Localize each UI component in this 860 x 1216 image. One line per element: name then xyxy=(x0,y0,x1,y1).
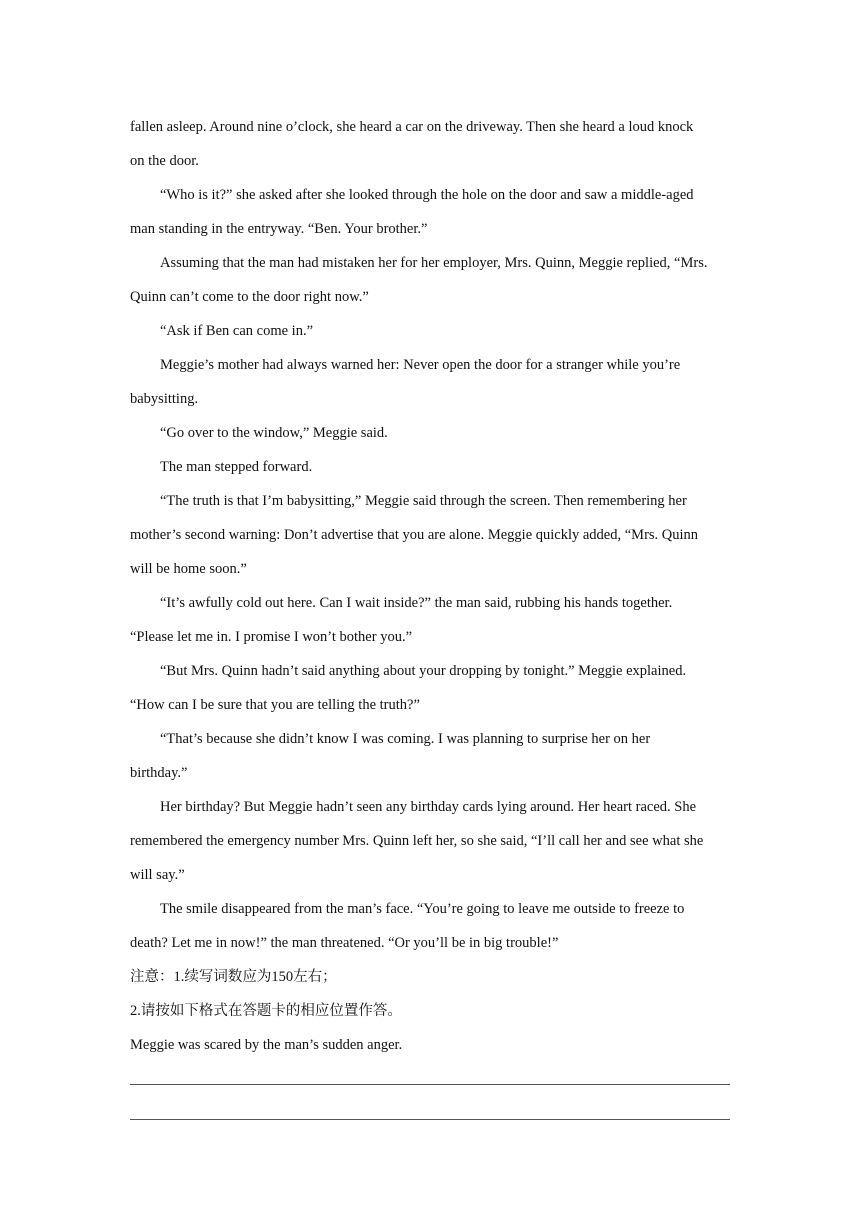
passage-line: “It’s awfully cold out here. Can I wait inside?” the man said, rubbing his hands together. xyxy=(160,595,673,611)
passage-line: babysitting. xyxy=(130,391,199,407)
continuation-prompt-sentence: Meggie was scared by the man’s sudden anger. xyxy=(130,1037,403,1053)
passage-line: Meggie’s mother had always warned her: Never open the door for a stranger while you’re xyxy=(160,357,681,373)
passage-line: death? Let me in now!” the man threatened. “Or you’ll be in big trouble!” xyxy=(130,935,559,951)
passage-line: on the door. xyxy=(130,153,199,169)
passage-line: man standing in the entryway. “Ben. Your brother.” xyxy=(130,221,428,237)
story-passage xyxy=(130,110,730,960)
passage-line: “Go over to the window,” Meggie said. xyxy=(160,425,388,441)
passage-line: Assuming that the man had mistaken her for her employer, Mrs. Quinn, Meggie replied, “Mrs. xyxy=(160,255,708,271)
note-word-count: 注意：1.续写词数应为150左右； xyxy=(130,969,337,985)
passage-line: will be home soon.” xyxy=(130,561,247,577)
passage-line: Her birthday? But Meggie hadn’t seen any birthday cards lying around. Her heart raced. She xyxy=(160,799,697,815)
passage-line: “The truth is that I’m babysitting,” Meggie said through the screen. Then remembering her xyxy=(160,493,687,509)
passage-line: will say.” xyxy=(130,867,185,883)
passage-line: Quinn can’t come to the door right now.” xyxy=(130,289,369,305)
passage-line: “Who is it?” she asked after she looked through the hole on the door and saw a middle-aged xyxy=(160,187,694,203)
passage-line: “How can I be sure that you are telling the truth?” xyxy=(130,697,420,713)
passage-line: birthday.” xyxy=(130,765,188,781)
passage-line: mother’s second warning: Don’t advertise that you are alone. Meggie quickly added, “Mrs. Quinn xyxy=(130,527,699,543)
note-answer-format: 2.请按如下格式在答题卡的相应位置作答。 xyxy=(130,1003,402,1019)
document-page xyxy=(130,110,730,1132)
answer-blank-line[interactable] xyxy=(130,1097,730,1120)
passage-line: The man stepped forward. xyxy=(160,459,313,475)
answer-blank-line[interactable] xyxy=(130,1062,730,1085)
passage-line: “But Mrs. Quinn hadn’t said anything about your dropping by tonight.” Meggie explained. xyxy=(160,663,687,679)
passage-line: fallen asleep. Around nine o’clock, she heard a car on the driveway. Then she heard a loud knock xyxy=(130,119,694,135)
passage-line: “That’s because she didn’t know I was coming. I was planning to surprise her on her xyxy=(160,731,651,747)
passage-line: “Ask if Ben can come in.” xyxy=(160,323,314,339)
passage-line: “Please let me in. I promise I won’t bother you.” xyxy=(130,629,413,645)
passage-line: remembered the emergency number Mrs. Quinn left her, so she said, “I’ll call her and see what she xyxy=(130,833,704,849)
answer-area xyxy=(130,1062,730,1120)
passage-line: The smile disappeared from the man’s face. “You’re going to leave me outside to freeze to xyxy=(160,901,685,917)
